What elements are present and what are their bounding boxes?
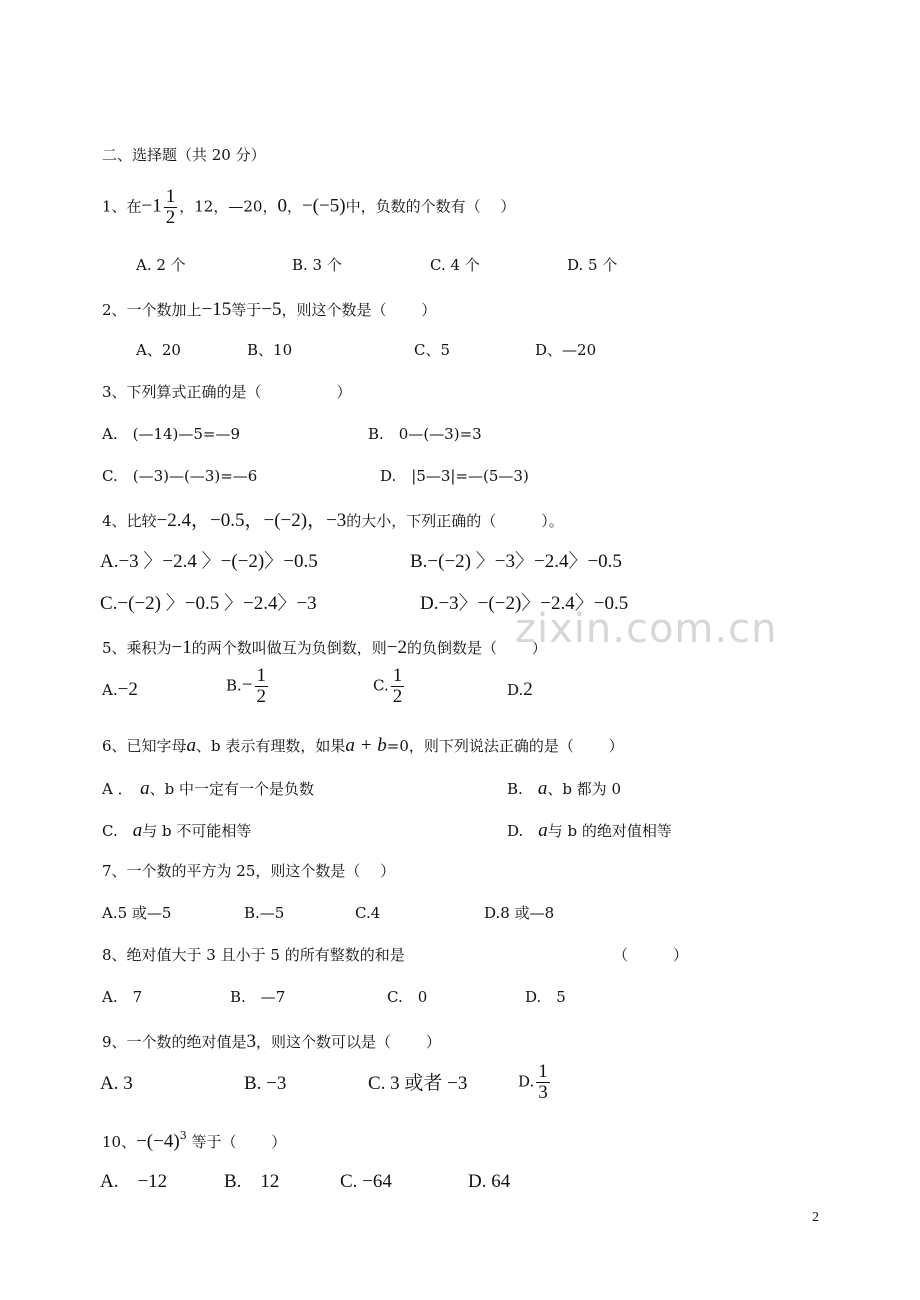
question-9 [102, 1032, 441, 1051]
math-value: 0 [277, 195, 287, 217]
option-c: C. 4 个 [430, 256, 480, 274]
question-text: =0，则下列说法正确的是（ ） [386, 737, 624, 755]
question-text: 中，负数的个数有（ ） [345, 197, 516, 216]
option-a: A.−2 [102, 679, 138, 700]
option-a: A.5 或—5 [102, 904, 172, 922]
section-title: 二、选择题（共 20 分） [102, 146, 266, 164]
option-a: A ． a、b 中一定有一个是负数 [102, 778, 314, 799]
question-text: 等于（ ） [186, 1133, 287, 1151]
option-c: C. −64 [340, 1171, 392, 1192]
option-d: D.−3〉−(−2)〉−2.4〉−0.5 [420, 593, 629, 614]
option-b: B.− $\frac{1}{2}$ [226, 665, 267, 707]
math-value: −1 [141, 195, 162, 217]
question-4 [102, 511, 564, 530]
option-d: D.8 或—8 [484, 904, 555, 922]
option-a: A. (—14)—5=—9 [102, 425, 241, 443]
question-text: 的两个数叫做互为负倒数，则 [191, 639, 387, 657]
question-text: 9、一个数的绝对值是 [102, 1033, 247, 1051]
option-a: A. 3 [100, 1073, 133, 1094]
question-text: 等于 [231, 301, 262, 319]
fraction: $\frac{1}{2}$ [392, 665, 403, 707]
question-text: ，12，—20， [179, 197, 278, 216]
fraction: $\frac{1}{2}$ [165, 186, 176, 228]
option-b: B. 3 个 [292, 256, 342, 274]
question-8: 8、绝对值大于 3 且小于 5 的所有整数的和是 [102, 946, 405, 964]
question-text: ，则这个数可以是（ ） [256, 1033, 441, 1051]
answer-paren: （ ） [613, 946, 689, 964]
fraction: $\frac{1}{2}$ [256, 665, 267, 707]
option-b: B. 12 [224, 1171, 280, 1192]
fraction: $\frac{1}{3}$ [538, 1061, 548, 1103]
page-number: 2 [812, 1210, 819, 1225]
math-value: −5 [261, 299, 282, 320]
option-d: D、—20 [535, 341, 597, 359]
option-a: A、20 [136, 341, 181, 359]
option-b: B.—5 [244, 904, 285, 922]
question-text: 、b 表示有理数，如果 [196, 737, 346, 755]
question-6 [102, 736, 624, 755]
question-text: 的负倒数是（ ） [407, 639, 547, 657]
question-text: 1、在 [102, 197, 142, 216]
option-b: B. −3 [244, 1073, 287, 1094]
option-a: A. 2 个 [136, 256, 186, 274]
math-value: ，−0.5 [191, 510, 245, 531]
option-c: C、5 [414, 341, 451, 359]
question-text: 2、一个数加上 [102, 301, 202, 319]
math-expression: a + b [345, 735, 387, 756]
question-7: 7、一个数的平方为 25，则这个数是（ ） [102, 862, 396, 880]
question-10 [102, 1130, 286, 1151]
question-text: 的大小，下列正确的（ ）。 [346, 512, 564, 530]
option-b: B. 0—(—3)=3 [368, 425, 482, 443]
question-text: 6、已知字母 [102, 737, 187, 755]
exponent: 3 [179, 1129, 187, 1142]
math-value: −15 [201, 299, 232, 320]
option-c: C. 3 或者 −3 [368, 1073, 468, 1094]
option-c: C. a与 b 不可能相等 [102, 820, 252, 841]
question-text: ， [286, 197, 302, 216]
option-a: A. 7 [102, 988, 143, 1006]
math-expression: −(−4) [136, 1131, 180, 1152]
option-c: C. 0 [387, 988, 428, 1006]
math-value: −(−5) [301, 195, 346, 217]
option-b: B. a、b 都为 0 [507, 778, 621, 799]
option-d: D. 64 [468, 1171, 511, 1192]
option-b: B.−(−2) 〉−3〉−2.4〉−0.5 [410, 551, 622, 572]
option-d: D. 5 [525, 988, 566, 1006]
option-c: C.−(−2) 〉−0.5 〉−2.4〉−3 [100, 593, 317, 614]
math-value: −2.4 [156, 510, 192, 531]
question-text: ，则这个数是（ ） [281, 301, 437, 319]
option-a: A.−3 〉−2.4 〉−(−2)〉−0.5 [100, 551, 318, 572]
question-3: 3、下列算式正确的是（ ） [102, 383, 352, 401]
question-text: 5、乘积为 [102, 639, 172, 657]
option-d: D. a与 b 的绝对值相等 [507, 820, 672, 841]
option-b: B. —7 [230, 988, 286, 1006]
math-value: 3 [246, 1031, 257, 1052]
option-d: D.2 [507, 679, 533, 700]
option-c: C. $\frac{1}{2}$ [373, 665, 403, 707]
math-value: −1 [171, 637, 192, 658]
question-1 [102, 187, 515, 228]
math-value: ，−(−2) [244, 510, 308, 531]
question-2 [102, 300, 436, 319]
question-text: 10、 [102, 1133, 137, 1151]
option-c: C.4 [355, 904, 381, 922]
option-a: A. −12 [100, 1171, 168, 1192]
math-value: −2 [386, 637, 407, 658]
watermark: zixin.com.cn [515, 606, 778, 652]
math-value: ，−3 [307, 510, 347, 531]
option-b: B、10 [247, 341, 293, 359]
option-d: D. |5—3|=—(5—3) [380, 467, 529, 485]
question-text: 4、比较 [102, 512, 157, 530]
question-5 [102, 638, 547, 657]
option-d: D. $\frac{1}{3}$ [518, 1061, 548, 1103]
option-d: D. 5 个 [567, 256, 618, 274]
option-c: C. (—3)—(—3)=—6 [102, 467, 258, 485]
math-variable: a [186, 735, 197, 756]
